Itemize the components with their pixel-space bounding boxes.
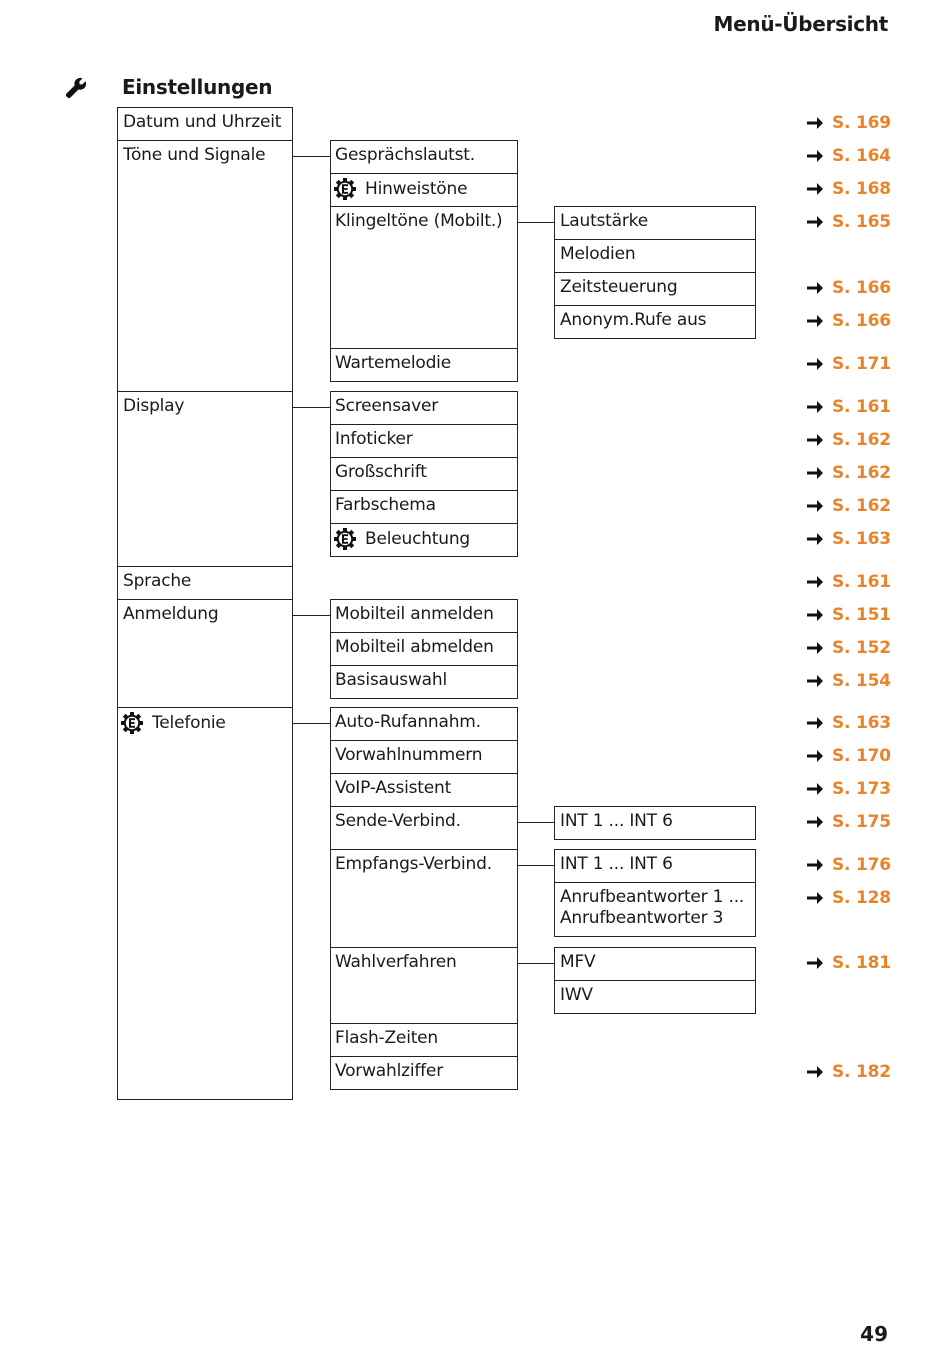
subsubmenu-label: Anonym.Rufe aus xyxy=(560,310,707,330)
arrow-right-icon xyxy=(806,214,824,230)
page-ref-text: S. 166 xyxy=(832,278,891,298)
submenu-label: Infoticker xyxy=(335,429,413,449)
arrow-right-icon xyxy=(806,574,824,590)
page-ref-text: S. 161 xyxy=(832,397,891,417)
page-ref-text: S. 168 xyxy=(832,179,891,199)
page-ref-link[interactable] xyxy=(806,1061,891,1083)
page-ref-link[interactable] xyxy=(806,745,891,767)
connector-line xyxy=(292,156,331,157)
submenu-label: Vorwahlziffer xyxy=(335,1061,443,1081)
submenu-label: Gesprächslautst. xyxy=(335,145,475,165)
submenu-label: Mobilteil anmelden xyxy=(335,604,494,624)
page-ref-link[interactable] xyxy=(806,571,891,593)
page-ref-link[interactable] xyxy=(806,854,891,876)
menu-label: Datum und Uhrzeit xyxy=(123,112,282,132)
menu-item-telefonie xyxy=(121,712,226,734)
submenu-label: Wahlverfahren xyxy=(335,952,457,972)
submenu-label: Vorwahlnummern xyxy=(335,745,483,765)
arrow-right-icon xyxy=(806,640,824,656)
page-ref-text: S. 171 xyxy=(832,354,891,374)
arrow-right-icon xyxy=(806,280,824,296)
arrow-right-icon xyxy=(806,890,824,906)
page-ref-text: S. 170 xyxy=(832,746,891,766)
submenu-item-hinweistoene xyxy=(334,178,467,200)
page-ref-text: S. 182 xyxy=(832,1062,891,1082)
submenu-label: Sende-Verbind. xyxy=(335,811,461,831)
submenu-label: Hinweistöne xyxy=(365,178,468,199)
page-ref-text: S. 162 xyxy=(832,496,891,516)
arrow-right-icon xyxy=(806,748,824,764)
arrow-right-icon xyxy=(806,531,824,547)
subsubmenu-label-multiline xyxy=(560,887,744,929)
arrow-right-icon xyxy=(806,115,824,131)
connector-line xyxy=(517,963,555,964)
submenu-label: Basisauswahl xyxy=(335,670,447,690)
page-ref-text: S. 173 xyxy=(832,779,891,799)
arrow-right-icon xyxy=(806,399,824,415)
arrow-right-icon xyxy=(806,313,824,329)
page-ref-text: S. 165 xyxy=(832,212,891,232)
page-ref-text: S. 151 xyxy=(832,605,891,625)
page-ref-text: S. 154 xyxy=(832,671,891,691)
eco-mode-icon xyxy=(334,528,356,550)
menu-label: Display xyxy=(123,396,185,416)
menu-telefonie[interactable] xyxy=(117,707,293,1100)
arrow-right-icon xyxy=(806,432,824,448)
subsubmenu-label: MFV xyxy=(560,952,596,972)
wrench-icon xyxy=(64,76,88,100)
arrow-right-icon xyxy=(806,356,824,372)
submenu-label: Klingeltöne (Mobilt.) xyxy=(335,211,503,231)
page-ref-link[interactable] xyxy=(806,353,891,375)
menu-label: Telefonie xyxy=(152,712,226,733)
eco-mode-icon xyxy=(334,178,356,200)
page-ref-link[interactable] xyxy=(806,887,891,909)
menu-toene-signale[interactable] xyxy=(117,140,293,392)
page-ref-link[interactable] xyxy=(806,211,891,233)
submenu-label: Farbschema xyxy=(335,495,436,515)
subsubmenu-label: IWV xyxy=(560,985,593,1005)
arrow-right-icon xyxy=(806,715,824,731)
arrow-right-icon xyxy=(806,857,824,873)
connector-line xyxy=(517,222,555,223)
arrow-right-icon xyxy=(806,498,824,514)
arrow-right-icon xyxy=(806,814,824,830)
submenu-item-beleuchtung xyxy=(334,528,470,550)
subsubmenu-label: Anrufbeantworter 1 ... Anrufbeantworter 3 xyxy=(560,887,745,928)
page-ref-link[interactable] xyxy=(806,778,891,800)
page-ref-text: S. 164 xyxy=(832,146,891,166)
page-ref-link[interactable] xyxy=(806,637,891,659)
page-ref-text: S. 162 xyxy=(832,463,891,483)
arrow-right-icon xyxy=(806,465,824,481)
connector-line xyxy=(517,822,555,823)
submenu-label: Beleuchtung xyxy=(365,528,471,549)
menu-label: Anmeldung xyxy=(123,604,219,624)
page-ref-link[interactable] xyxy=(806,178,891,200)
subsubmenu-label: INT 1 ... INT 6 xyxy=(560,811,673,831)
page-number: 49 xyxy=(860,1322,888,1346)
arrow-right-icon xyxy=(806,181,824,197)
page-ref-text: S. 128 xyxy=(832,888,891,908)
arrow-right-icon xyxy=(806,781,824,797)
subsubmenu-label: Zeitsteuerung xyxy=(560,277,678,297)
page-ref-text: S. 175 xyxy=(832,812,891,832)
subsubmenu-label: INT 1 ... INT 6 xyxy=(560,854,673,874)
subsubmenu-label: Melodien xyxy=(560,244,636,264)
submenu-label: Flash-Zeiten xyxy=(335,1028,439,1048)
page-ref-text: S. 163 xyxy=(832,529,891,549)
page-ref-text: S. 166 xyxy=(832,311,891,331)
eco-mode-icon xyxy=(121,712,143,734)
page-ref-text: S. 163 xyxy=(832,713,891,733)
page-ref-text: S. 162 xyxy=(832,430,891,450)
page-ref-link[interactable] xyxy=(806,462,891,484)
page-ref-link[interactable] xyxy=(806,310,891,332)
arrow-right-icon xyxy=(806,1064,824,1080)
submenu-label: Empfangs-Verbind. xyxy=(335,854,492,874)
arrow-right-icon xyxy=(806,607,824,623)
page-ref-link[interactable] xyxy=(806,429,891,451)
page-ref-link[interactable] xyxy=(806,145,891,167)
page-ref-text: S. 152 xyxy=(832,638,891,658)
page-ref-text: S. 169 xyxy=(832,113,891,133)
section-title: Einstellungen xyxy=(122,75,273,99)
menu-label: Töne und Signale xyxy=(123,145,266,165)
page-header-title: Menü-Übersicht xyxy=(713,12,888,36)
page-ref-link[interactable] xyxy=(806,396,891,418)
submenu-label: Großschrift xyxy=(335,462,427,482)
page-ref-link[interactable] xyxy=(806,952,891,974)
connector-line xyxy=(292,615,331,616)
page-ref-link[interactable] xyxy=(806,604,891,626)
connector-line xyxy=(292,407,331,408)
connector-line xyxy=(292,723,331,724)
page-ref-text: S. 181 xyxy=(832,953,891,973)
submenu-label: Screensaver xyxy=(335,396,439,416)
page-ref-link[interactable] xyxy=(806,811,891,833)
page-ref-link[interactable] xyxy=(806,277,891,299)
arrow-right-icon xyxy=(806,673,824,689)
submenu-label: Wartemelodie xyxy=(335,353,451,373)
connector-line xyxy=(517,865,555,866)
page-ref-link[interactable] xyxy=(806,528,891,550)
menu-label: Sprache xyxy=(123,571,192,591)
page-ref-text: S. 176 xyxy=(832,855,891,875)
page-ref-link[interactable] xyxy=(806,112,891,134)
page-ref-link[interactable] xyxy=(806,495,891,517)
submenu-label: Mobilteil abmelden xyxy=(335,637,494,657)
arrow-right-icon xyxy=(806,148,824,164)
page-ref-link[interactable] xyxy=(806,670,891,692)
page-ref-link[interactable] xyxy=(806,712,891,734)
menu-display[interactable] xyxy=(117,391,293,567)
submenu-label: VoIP-Assistent xyxy=(335,778,452,798)
arrow-right-icon xyxy=(806,955,824,971)
subsubmenu-label: Lautstärke xyxy=(560,211,648,231)
page-ref-text: S. 161 xyxy=(832,572,891,592)
submenu-label: Auto-Rufannahm. xyxy=(335,712,481,732)
